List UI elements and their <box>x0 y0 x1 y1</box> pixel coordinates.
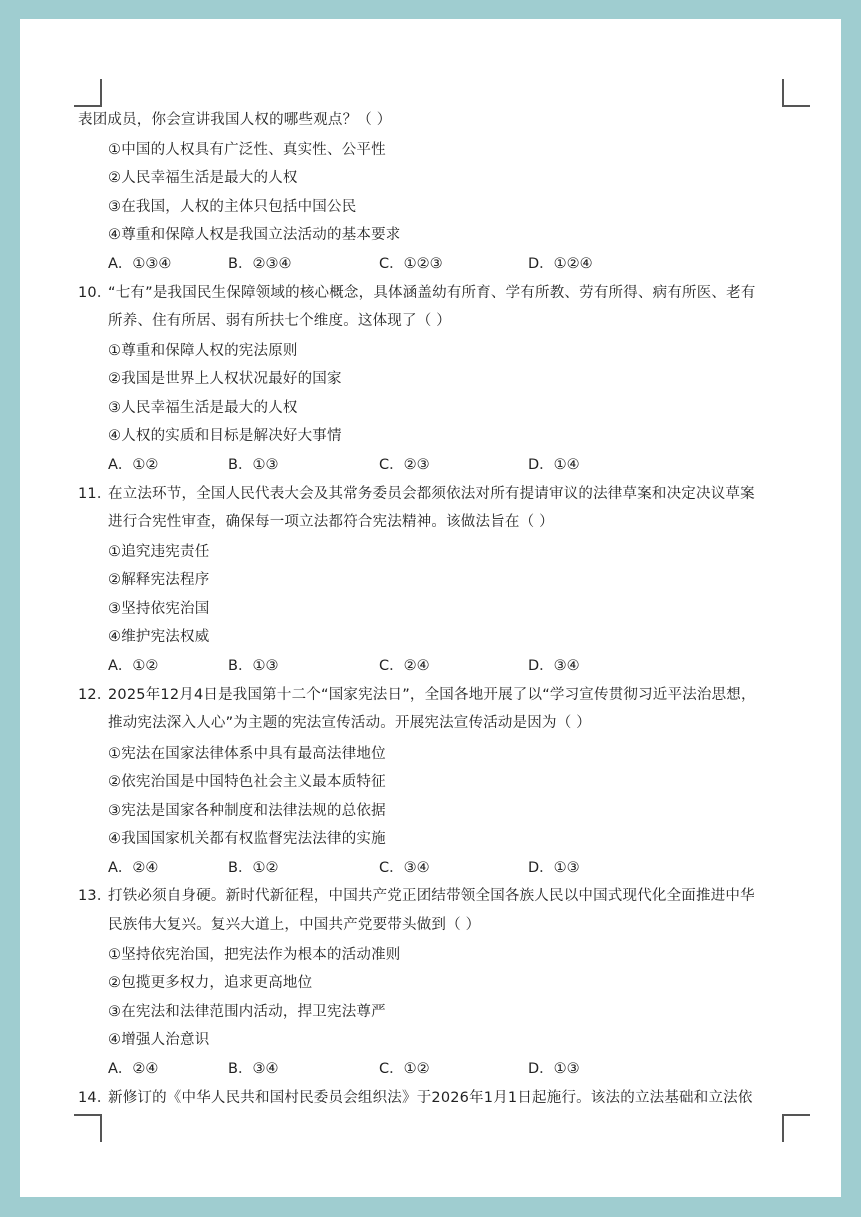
question-stem-text: 打铁必须自身硬。新时代新征程，中国共产党正团结带领全国各族人民以中国式现代化全面推进中华 <box>108 888 755 904</box>
question-stem-text: 新修订的《中华人民共和国村民委员会组织法》于2026年1月1日起施行。该法的立法基础和立法依 <box>108 1090 753 1106</box>
question-option: ②我国是世界上人权状况最好的国家 <box>108 371 342 387</box>
answer-choice-b: B．①③ <box>228 457 279 473</box>
question-option: ③宪法是国家各种制度和法律法规的总依据 <box>108 803 386 819</box>
document-page <box>20 19 841 1197</box>
question-stem <box>78 685 756 705</box>
question-stem-text: 2025年12月4日是我国第十二个“国家宪法日”，全国各地开展了以“学习宣传贯彻习近平法治思想， <box>108 687 756 703</box>
question-number: 11． <box>78 486 112 502</box>
question-stem: 表团成员，你会宣讲我国人权的哪些观点？（ ） <box>78 112 392 128</box>
question-stem <box>78 484 755 504</box>
answer-choice-d: D．①②④ <box>528 256 593 272</box>
question-number: 10． <box>78 285 112 301</box>
question-stem-continued: 推动宪法深入人心”为主题的宪法宣传活动。开展宪法宣传活动是因为（ ） <box>108 715 591 731</box>
question-stem <box>78 886 755 906</box>
question-stem-continued: 进行合宪性审查，确保每一项立法都符合宪法精神。该做法旨在（ ） <box>108 514 554 530</box>
answer-choice-a: A．②④ <box>108 1061 159 1077</box>
answer-choice-c: C．③④ <box>379 860 430 876</box>
answer-choice-b: B．①② <box>228 860 279 876</box>
question-option: ②人民幸福生活是最大的人权 <box>108 170 298 186</box>
question-number: 14． <box>78 1090 112 1106</box>
question-option: ②依宪治国是中国特色社会主义最本质特征 <box>108 774 386 790</box>
answer-choice-a: A．②④ <box>108 860 159 876</box>
question-option: ③人民幸福生活是最大的人权 <box>108 400 298 416</box>
question-option: ①宪法在国家法律体系中具有最高法律地位 <box>108 746 386 762</box>
question-option: ②解释宪法程序 <box>108 572 210 588</box>
question-stem <box>78 1088 753 1108</box>
answer-choice-c: C．②③ <box>379 457 430 473</box>
question-stem-continued: 民族伟大复兴。复兴大道上，中国共产党要带头做到（ ） <box>108 917 481 933</box>
answer-choice-b: B．③④ <box>228 1061 279 1077</box>
question-option: ③坚持依宪治国 <box>108 601 210 617</box>
question-option: ④我国国家机关都有权监督宪法法律的实施 <box>108 831 386 847</box>
answer-choice-d: D．①③ <box>528 860 580 876</box>
answer-choice-c: C．①② <box>379 1061 430 1077</box>
question-option: ①坚持依宪治国，把宪法作为根本的活动准则 <box>108 947 401 963</box>
answer-choice-d: D．①③ <box>528 1061 580 1077</box>
question-option: ④人权的实质和目标是解决好大事情 <box>108 428 342 444</box>
question-number: 13． <box>78 888 112 904</box>
answer-choice-d: D．①④ <box>528 457 580 473</box>
question-number: 12． <box>78 687 112 703</box>
answer-choice-a: A．①③④ <box>108 256 172 272</box>
question-stem <box>78 283 756 303</box>
answer-choice-a: A．①② <box>108 457 159 473</box>
question-option: ③在宪法和法律范围内活动，捍卫宪法尊严 <box>108 1004 386 1020</box>
question-stem-text: “七有”是我国民生保障领域的核心概念，具体涵盖幼有所育、学有所教、劳有所得、病有所医、老有 <box>108 285 756 301</box>
question-option: ③在我国，人权的主体只包括中国公民 <box>108 199 357 215</box>
answer-choice-c: C．②④ <box>379 658 430 674</box>
question-option: ①追究违宪责任 <box>108 544 210 560</box>
answer-choice-b: B．①③ <box>228 658 279 674</box>
answer-choice-c: C．①②③ <box>379 256 443 272</box>
question-option: ④维护宪法权威 <box>108 629 210 645</box>
question-option: ②包揽更多权力，追求更高地位 <box>108 975 313 991</box>
answer-choice-b: B．②③④ <box>228 256 292 272</box>
question-option: ①中国的人权具有广泛性、真实性、公平性 <box>108 142 386 158</box>
question-list <box>20 19 841 1197</box>
question-option: ④增强人治意识 <box>108 1032 210 1048</box>
question-stem-continued: 所养、住有所居、弱有所扶七个维度。这体现了（ ） <box>108 313 451 329</box>
question-option: ④尊重和保障人权是我国立法活动的基本要求 <box>108 227 401 243</box>
answer-choice-d: D．③④ <box>528 658 580 674</box>
question-option: ①尊重和保障人权的宪法原则 <box>108 343 298 359</box>
answer-choice-a: A．①② <box>108 658 159 674</box>
question-stem-text: 在立法环节，全国人民代表大会及其常务委员会都须依法对所有提请审议的法律草案和决定决议草案 <box>108 486 755 502</box>
